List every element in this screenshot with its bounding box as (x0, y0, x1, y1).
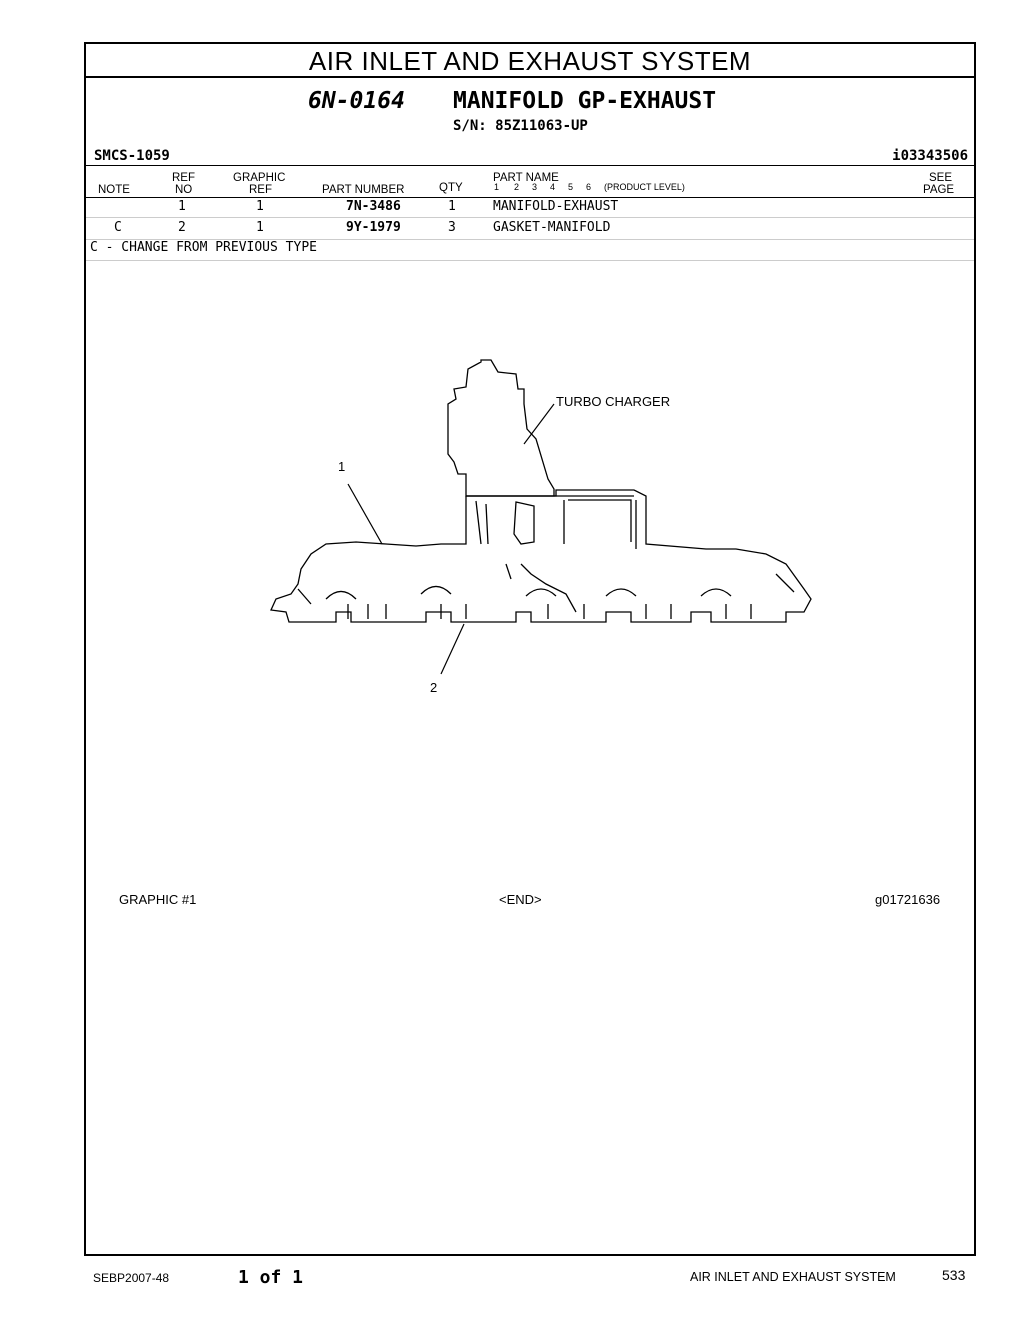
document-ident: i03343506 (892, 148, 968, 164)
callout-1: 1 (338, 459, 346, 474)
row1-graphic-ref: 1 (256, 199, 264, 214)
row1-qty: 1 (448, 199, 456, 214)
callout-2: 2 (430, 680, 438, 695)
row1-ref-no: 1 (178, 199, 186, 214)
col-header-graphic-ref: REF (249, 184, 272, 196)
level-2: 2 (514, 182, 520, 192)
section-title: AIR INLET AND EXHAUST SYSTEM (86, 44, 974, 78)
col-header-note: NOTE (98, 184, 130, 196)
col-header-no: NO (175, 184, 193, 196)
col-header-part-number: PART NUMBER (322, 184, 405, 196)
row2-graphic-ref: 1 (256, 220, 264, 235)
row2-part-name: GASKET-MANIFOLD (493, 220, 611, 235)
serial-range: S/N: 85Z11063-UP (453, 118, 588, 134)
footer-section: AIR INLET AND EXHAUST SYSTEM (690, 1270, 896, 1284)
col-header-qty: QTY (439, 182, 463, 194)
col-header-see: SEE (929, 172, 953, 184)
col-header-ref: REF (172, 172, 195, 184)
end-marker: <END> (499, 892, 542, 907)
callout-turbo-charger: TURBO CHARGER (556, 394, 671, 409)
product-level-label: (PRODUCT LEVEL) (604, 182, 685, 192)
footer-doc-id: SEBP2007-48 (93, 1271, 170, 1285)
manifold-drawing (86, 44, 974, 944)
footer-page-number: 533 (942, 1267, 966, 1283)
level-1: 1 (494, 182, 500, 192)
row2-note: C (114, 220, 122, 235)
level-6: 6 (586, 182, 592, 192)
level-4: 4 (550, 182, 556, 192)
footer-page-of: 1 of 1 (238, 1267, 304, 1288)
row1-part-name: MANIFOLD-EXHAUST (493, 199, 619, 214)
row2-part-number: 9Y-1979 (346, 220, 401, 235)
row1-part-number: 7N-3486 (346, 199, 401, 214)
col-header-part-name: PART NAME (493, 172, 559, 184)
graphic-label: GRAPHIC #1 (119, 892, 197, 907)
level-5: 5 (568, 182, 574, 192)
col-header-graphic: GRAPHIC (233, 172, 286, 184)
graphic-id: g01721636 (875, 892, 941, 907)
level-3: 3 (532, 182, 538, 192)
col-header-page: PAGE (923, 184, 955, 196)
row2-qty: 3 (448, 220, 456, 235)
page-frame (84, 42, 976, 1256)
smcs-code: SMCS-1059 (94, 148, 170, 164)
group-name: MANIFOLD GP-EXHAUST (453, 88, 717, 114)
group-number: 6N-0164 (308, 88, 405, 114)
note-legend: C - CHANGE FROM PREVIOUS TYPE (90, 240, 317, 255)
row2-ref-no: 2 (178, 220, 186, 235)
